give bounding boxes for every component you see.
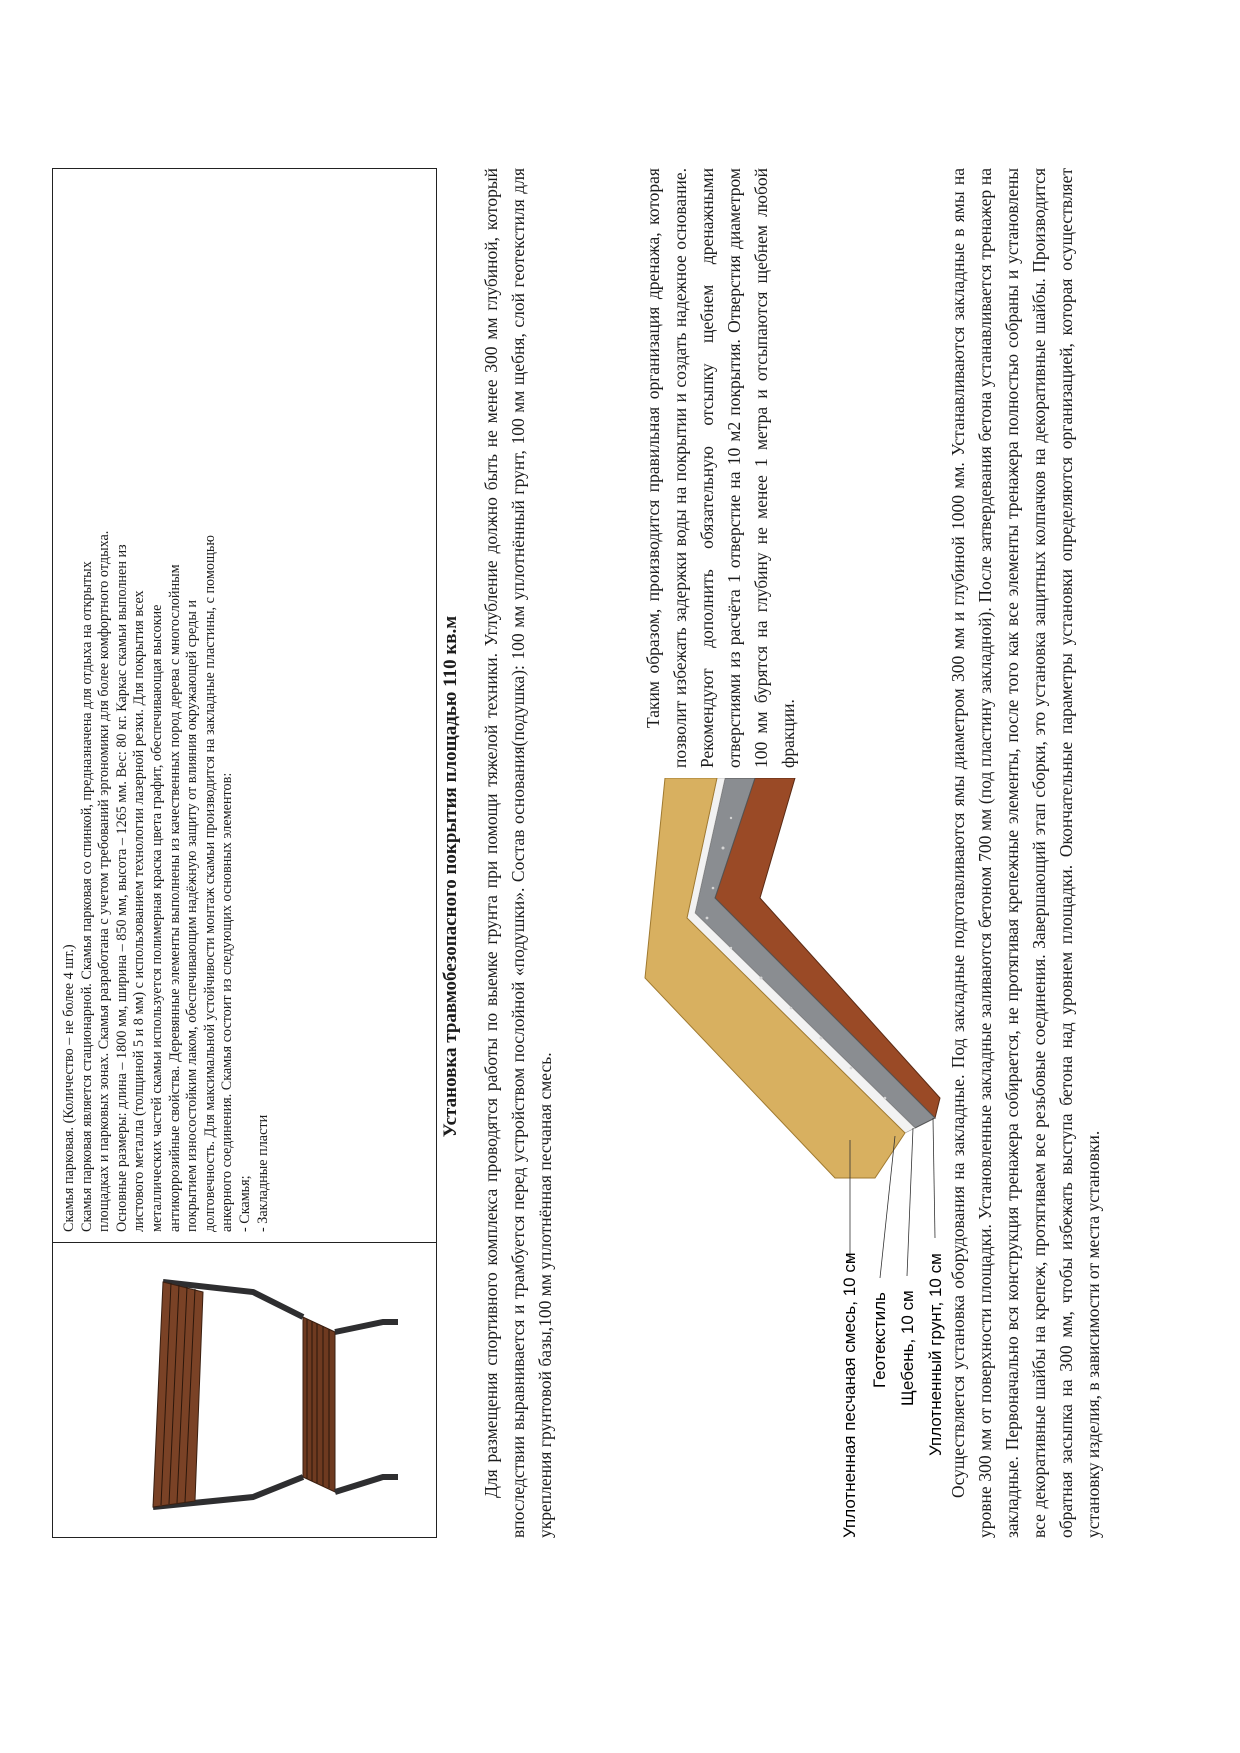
layer-label-gravel: Щебень, 10 см (898, 1290, 917, 1406)
bench-line: площадках и парковых зонах. Скамья разработана с учетом требований эргономики для более комфортного отдыха. (96, 530, 113, 1232)
bench-description (61, 182, 272, 1232)
layer-label-sand: Уплотненная песчаная смесь, 10 см (840, 1252, 859, 1538)
park-bench-image (53, 1245, 433, 1537)
bench-line: - Закладные пласти (254, 1114, 271, 1232)
bench-line: антикоррозийные свойства. Деревянные элементы выполнены из качественных пород дерева с многослойным (166, 564, 183, 1232)
bench-line: - Скамья; (236, 1175, 253, 1232)
bench-line: листового металла (толщиной 5 и 8 мм) с использованием технологии лазерной резки. Для покрытия всех (131, 590, 148, 1232)
bench-line: анкерного соединения. Скамья состоит из следующих основных элементов: (219, 772, 236, 1232)
bench-back (153, 1282, 203, 1507)
layer-label-geotextile: Геотекстиль (870, 1292, 889, 1388)
drainage-paragraph: Таким образом, производится правильная организация дренажа, которая позволит избежать задержки воды на покрытии и создать надежное основание. Рекомендуют дополнить обязательную отсыпку щебнем дренажными отверстиями из расчёта 1 отверстие на 10 м2 покрытия. Отверстия диаметром 100 мм бурятся на глубину не менее 1 метра и отсыпаются щебнем любой фракции. (643, 168, 798, 768)
bench-line: Скамья парковая. (Количество – не более 4 шт.) (61, 944, 77, 1232)
section-title: Установка травмобезопасного покрытия площадью 110 кв.м (440, 615, 461, 1138)
layers-diagram (595, 778, 950, 1538)
bench-line: Основные размеры: длина – 1800 мм, ширина – 850 мм, высота – 1265 мм. Вес: 80 кг. Каркас скамьи выполнен из (113, 544, 130, 1232)
layer-label-soil: Уплотненный грунт, 10 см (926, 1253, 945, 1456)
installation-paragraph: Осуществляется установка оборудования на закладные. Под закладные подготавливаются ямы диаметром 300 мм и глубиной 1000 мм. Устанавливаются закладные в ямы на уровне 300 мм от поверхности площадки. Установленные закладные заливаются бетоном 700 мм (под пластину закладной). После затвердевания бетона устанавливается тренажер на закладные. Первоначально вся конструкция тренажера собирается, не протягивая крепежные элементы, после того как все элементы тренажера полностью собраны и установлены все декоративные шайбы на крепеж, протягиваем все резьбовые соединения. Завершающий этап сборки, это установка защитных колпачков на декоративные шайбы. Производится обратная засыпка на 300 мм, чтобы избежать выступа бетона над уровнем площадки. Окончательные параметры установки определяются организацией, которая осуществляет установку изделия, в зависимости от места установки. (948, 168, 1103, 1538)
bench-info-table (52, 168, 437, 1538)
intro-paragraph: Для размещения спортивного комплекса проводятся работы по выемке грунта при помощи тяжелой техники. Углубление должно быть не менее 300 мм глубиной, который впоследствии выравнивается и трамбуется перед устройством послойной «подушки». Состав основания(подушка): 100 мм уплотнённый грунт, 100 мм щебня, слой геотекстиля для укрепления грунтовой базы,100 мм уплотнённая песчаная смесь. (481, 168, 555, 1538)
bench-seat (303, 1317, 335, 1492)
bench-line: Скамья парковая является стационарной. Скамья парковая со спинкой, предназначена для отдыха на открытых (78, 561, 95, 1232)
bench-image-cell (53, 1242, 436, 1537)
bench-line: покрытием износостойким лаком, обеспечивающим надёжную защиту от влияния окружающей среды и (184, 599, 201, 1232)
bench-line: металлических частей скамьи используется полимерная краска цвета графит, обеспечивающая высокие (148, 604, 165, 1232)
base-layers-figure (595, 778, 950, 1538)
bench-line: долговечность. Для максимальной устойчивости монтаж скамьи производится на закладные пластины, с помощью (201, 535, 218, 1232)
